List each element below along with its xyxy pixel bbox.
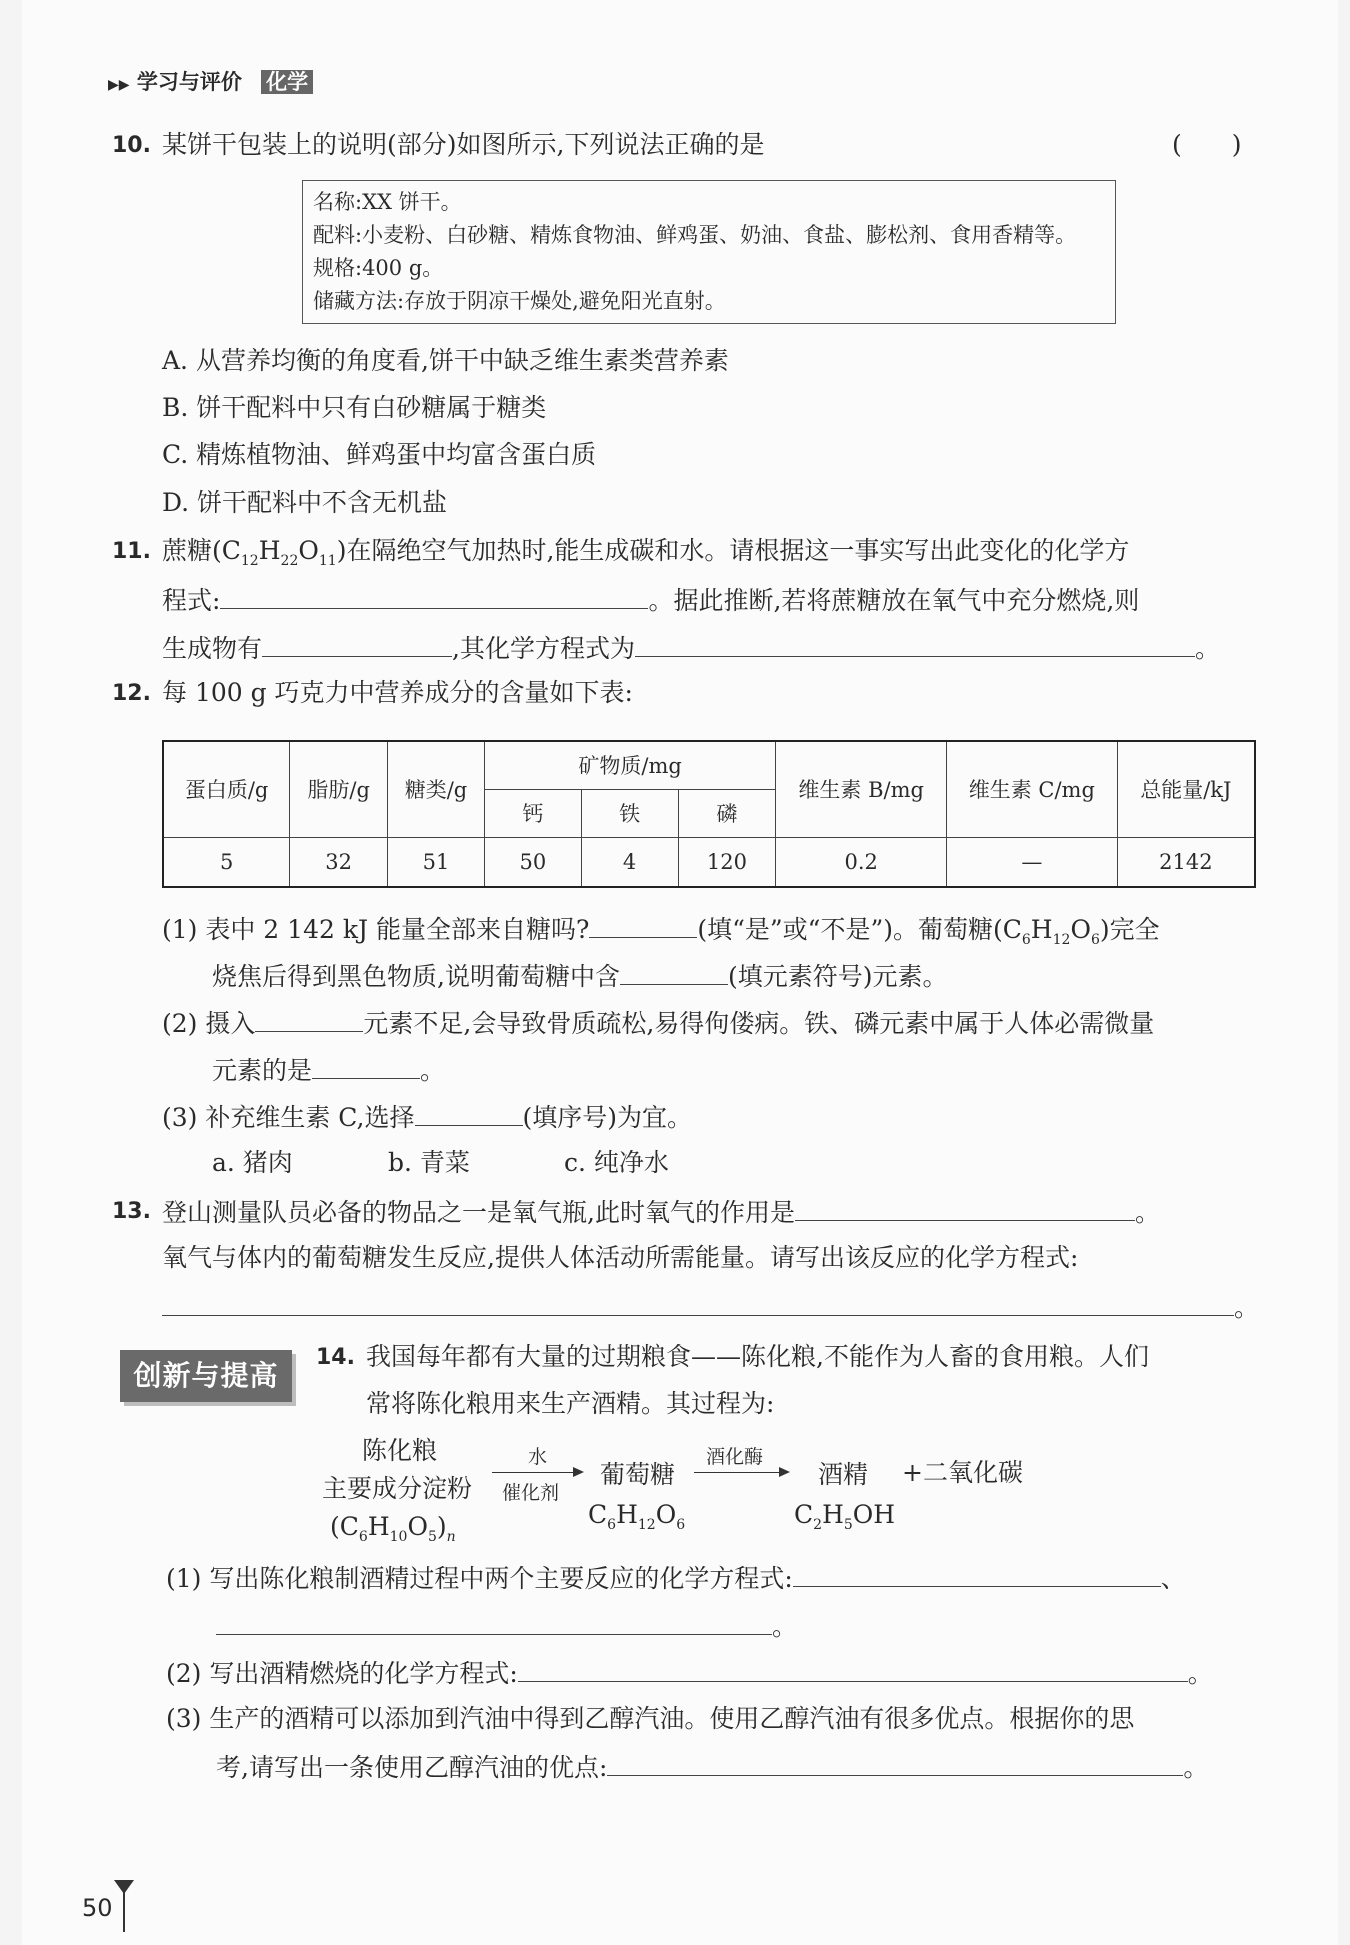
answer-blank-equation[interactable] — [220, 584, 648, 609]
question-11-line-2: 程式: 。据此推断,若将蔗糖放在氧气中充分燃烧,则 — [162, 586, 1140, 615]
header-title: 学习与评价 — [136, 70, 242, 94]
question-11-line-1: 蔗糖$(C_{12}H_{22}O_{11})$在隔绝空气加热时,能生成碳和水。请根据这一事实写出此变化的化学方 — [162, 536, 1130, 569]
option-c: C. 精炼植物油、鲜鸡蛋中均富含蛋白质 — [162, 440, 597, 469]
question-14-part-1-line-1: (1) 写出陈化粮制酒精过程中两个主要反应的化学方程式: 、 — [166, 1564, 1186, 1593]
question-10-number: 10. — [112, 133, 151, 158]
choice-c: c. 纯净水 — [564, 1148, 669, 1177]
value-iron: 4 — [581, 837, 678, 887]
answer-paren: ( ) — [1172, 130, 1242, 159]
answer-blank-reaction-1[interactable] — [793, 1562, 1161, 1587]
value-sugar: 51 — [388, 837, 485, 887]
scheme-carbon-dioxide: +二氧化碳 — [902, 1458, 1023, 1487]
reaction-arrow-2 — [694, 1472, 788, 1473]
scheme-glucose: 葡萄糖 — [600, 1460, 676, 1489]
question-13-line-1: 登山测量队员必备的物品之一是氧气瓶,此时氧气的作用是 。 — [162, 1198, 1160, 1227]
question-14-part-1-line-2: 。 — [216, 1610, 797, 1642]
box-line-name: 名称:XX 饼干。 — [313, 190, 462, 214]
nutrition-table — [162, 740, 1256, 888]
scheme-alcohol-formula: $C_2H_5OH$ — [794, 1500, 896, 1533]
header-vitamin-b: 维生素 B/mg — [776, 741, 947, 837]
box-line-ingredients: 配料:小麦粉、白砂糖、精炼食物油、鲜鸡蛋、奶油、食盐、膨松剂、食用香精等。 — [313, 223, 1077, 247]
reaction-arrow-1 — [492, 1472, 582, 1473]
page-number: 50 — [82, 1894, 113, 1922]
answer-blank-combustion-equation[interactable] — [635, 632, 1195, 657]
question-12-part-3: (3) 补充维生素 C,选择 (填序号)为宜。 — [162, 1103, 693, 1132]
question-12-part-2-line-1: (2) 摄入 元素不足,会导致骨质疏松,易得佝偻病。铁、磷元素中属于人体必需微量 — [162, 1009, 1155, 1038]
question-13-line-3: 。 — [162, 1291, 1259, 1323]
answer-blank-deficient-element[interactable] — [255, 1007, 363, 1032]
arrow-1-label-top: 水 — [528, 1446, 548, 1468]
option-a: A. 从营养均衡的角度看,饼干中缺乏维生素类营养素 — [162, 346, 729, 375]
answer-blank-advantage[interactable] — [607, 1751, 1183, 1776]
question-12-part-1-line-2: 烧焦后得到黑色物质,说明葡萄糖中含 (填元素符号)元素。 — [212, 962, 948, 991]
header-arrows: ▶▶ — [108, 77, 130, 93]
answer-blank-alcohol-combustion[interactable] — [518, 1657, 1188, 1682]
package-label-box — [302, 180, 1116, 324]
section-badge: 创新与提高 — [120, 1350, 292, 1402]
value-vitamin-c: — — [947, 837, 1118, 887]
header-fat: 脂肪/g — [290, 741, 388, 837]
question-13-number: 13. — [112, 1199, 151, 1224]
answer-blank-products[interactable] — [262, 632, 452, 657]
choice-b: b. 青菜 — [388, 1148, 470, 1177]
question-14-line-1: 我国每年都有大量的过期粮食——陈化粮,不能作为人畜的食用粮。人们 — [366, 1342, 1149, 1371]
scheme-starch-formula: $(C_6H_{10}O_5)_n$ — [330, 1512, 456, 1545]
header-iron: 铁 — [581, 789, 678, 837]
header-calcium: 钙 — [484, 789, 581, 837]
question-12-part-1-line-1: (1) 表中 2 142 kJ 能量全部来自糖吗? (填“是”或“不是”)。葡萄糖$(C_6H_{12}O_6)$完全 — [162, 915, 1160, 948]
answer-blank-oxygen-role[interactable] — [795, 1196, 1135, 1221]
value-fat: 32 — [290, 837, 388, 887]
question-14-part-2: (2) 写出酒精燃烧的化学方程式: 。 — [166, 1659, 1213, 1688]
scheme-starch-label: 主要成分淀粉 — [322, 1474, 473, 1503]
header-sugar: 糖类/g — [388, 741, 485, 837]
header-subject-tag: 化学 — [261, 70, 313, 94]
choice-a: a. 猪肉 — [212, 1148, 293, 1177]
arrow-1-label-bottom: 催化剂 — [502, 1482, 560, 1504]
arrow-2-label-top: 酒化酶 — [706, 1446, 764, 1468]
scheme-glucose-formula: $C_6H_{12}O_6$ — [588, 1500, 686, 1533]
answer-blank-energy-source[interactable] — [589, 913, 697, 938]
header-mineral: 矿物质/mg — [484, 741, 775, 789]
value-phosphorus: 120 — [678, 837, 776, 887]
header-protein: 蛋白质/g — [163, 741, 290, 837]
question-11-number: 11. — [112, 539, 151, 564]
answer-blank-choice[interactable] — [415, 1101, 523, 1126]
question-10-stem: 某饼干包装上的说明(部分)如图所示,下列说法正确的是 — [162, 130, 765, 159]
table-row — [163, 837, 1255, 887]
option-b: B. 饼干配料中只有白砂糖属于糖类 — [162, 393, 547, 422]
value-energy: 2142 — [1117, 837, 1255, 887]
question-14-part-3-line-2: 考,请写出一条使用乙醇汽油的优点: 。 — [216, 1753, 1209, 1782]
header-energy: 总能量/kJ — [1117, 741, 1255, 837]
scheme-aged-grain: 陈化粮 — [362, 1436, 438, 1465]
question-12-part-2-line-2: 元素的是 。 — [212, 1056, 446, 1085]
box-line-spec: 规格:400 g。 — [313, 256, 444, 280]
box-line-storage: 储藏方法:存放于阴凉干燥处,避免阳光直射。 — [313, 289, 726, 313]
answer-blank-trace-element[interactable] — [312, 1054, 420, 1079]
question-14-line-2: 常将陈化粮用来生产酒精。其过程为: — [366, 1389, 775, 1418]
page-marker-line — [123, 1880, 125, 1932]
value-vitamin-b: 0.2 — [776, 837, 947, 887]
question-13-line-2: 氧气与体内的葡萄糖发生反应,提供人体活动所需能量。请写出该反应的化学方程式: — [162, 1243, 1079, 1272]
page-header — [108, 66, 313, 96]
answer-blank-reaction-2[interactable] — [216, 1610, 772, 1635]
answer-blank-element-symbol[interactable] — [620, 960, 728, 985]
header-phosphorus: 磷 — [678, 789, 776, 837]
answer-blank-glucose-equation[interactable] — [162, 1291, 1234, 1316]
question-14-number: 14. — [316, 1345, 355, 1370]
question-12-stem: 每 100 g 巧克力中营养成分的含量如下表: — [162, 678, 633, 707]
header-vitamin-c: 维生素 C/mg — [947, 741, 1118, 837]
scheme-alcohol: 酒精 — [818, 1460, 869, 1489]
question-11-line-3: 生成物有 ,其化学方程式为 。 — [162, 634, 1220, 663]
value-calcium: 50 — [484, 837, 581, 887]
option-d: D. 饼干配料中不含无机盐 — [162, 488, 448, 517]
question-12-number: 12. — [112, 681, 151, 706]
value-protein: 5 — [163, 837, 290, 887]
question-14-part-3-line-1: (3) 生产的酒精可以添加到汽油中得到乙醇汽油。使用乙醇汽油有很多优点。根据你的思 — [166, 1704, 1135, 1733]
